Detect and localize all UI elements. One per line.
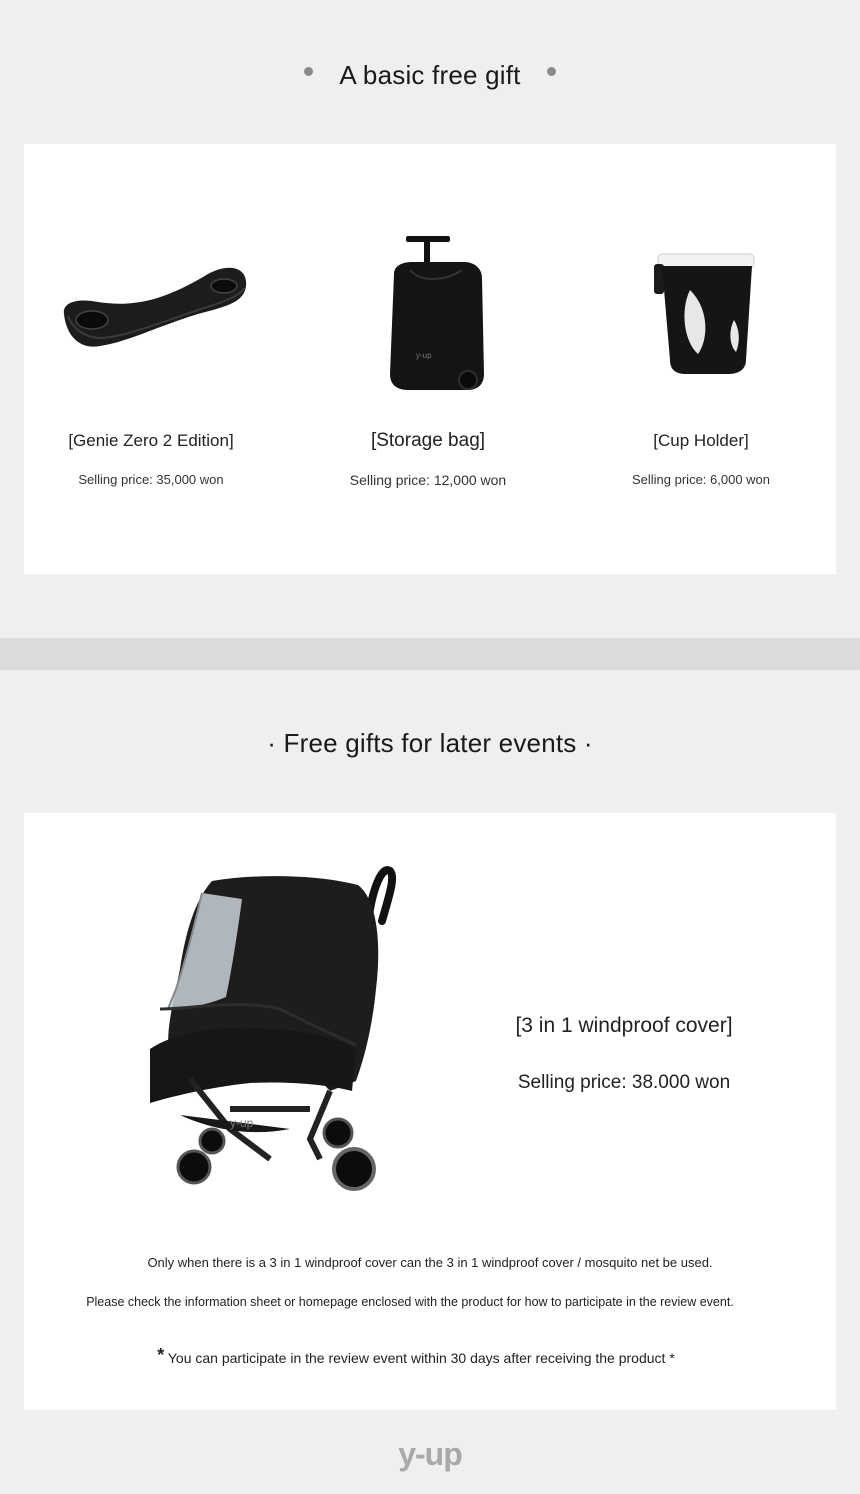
- basic-gift-title: [0, 60, 860, 91]
- gift-item-tray: [16, 431, 286, 487]
- basic-gift-card: [24, 144, 836, 574]
- gift-price: Selling price: 6,000 won: [631, 472, 771, 487]
- later-gift-price: Selling price: 38.000 won: [517, 1072, 731, 1093]
- brand-logo: y-up: [398, 1436, 462, 1472]
- bullet-dot: [547, 67, 556, 76]
- note-review-deadline: [0, 1347, 846, 1368]
- asterisk-mark: *: [157, 1345, 165, 1365]
- gift-item-cup-holder: [566, 431, 836, 487]
- gift-price: Selling price: 35,000 won: [78, 472, 224, 487]
- later-gift-name: [3 in 1 windproof cover]: [515, 1014, 733, 1037]
- gift-name: [Cup Holder]: [653, 431, 749, 450]
- gift-price: Selling price: 12,000 won: [349, 472, 507, 488]
- section-divider: [0, 638, 860, 670]
- basic-gift-title-text: A basic free gift: [339, 60, 521, 90]
- svg-text:y-up: y-up: [230, 1116, 254, 1130]
- bullet-dot: [304, 67, 313, 76]
- gift-name: [Genie Zero 2 Edition]: [68, 431, 234, 450]
- svg-text:y-up: y-up: [416, 351, 432, 360]
- later-gift-card: [24, 813, 836, 1410]
- gift-name: [Storage bag]: [370, 430, 486, 451]
- note-review-info: Please check the information sheet or homepage enclosed with the product for how to participate in the review event.: [86, 1295, 734, 1309]
- windproof-cover-stroller-icon: [120, 859, 400, 1199]
- note-windproof: Only when there is a 3 in 1 windproof cover can the 3 in 1 windproof cover / mosquito net be used.: [147, 1255, 713, 1270]
- storage-bag-icon: [380, 234, 500, 394]
- later-gift-title: · Free gifts for later events ·: [267, 728, 593, 758]
- note-review-deadline-text: You can participate in the review event within 30 days after receiving the product *: [167, 1350, 675, 1366]
- gift-item-storage-bag: [293, 431, 563, 488]
- cup-holder-icon: [650, 250, 760, 380]
- tray-icon: [58, 262, 250, 362]
